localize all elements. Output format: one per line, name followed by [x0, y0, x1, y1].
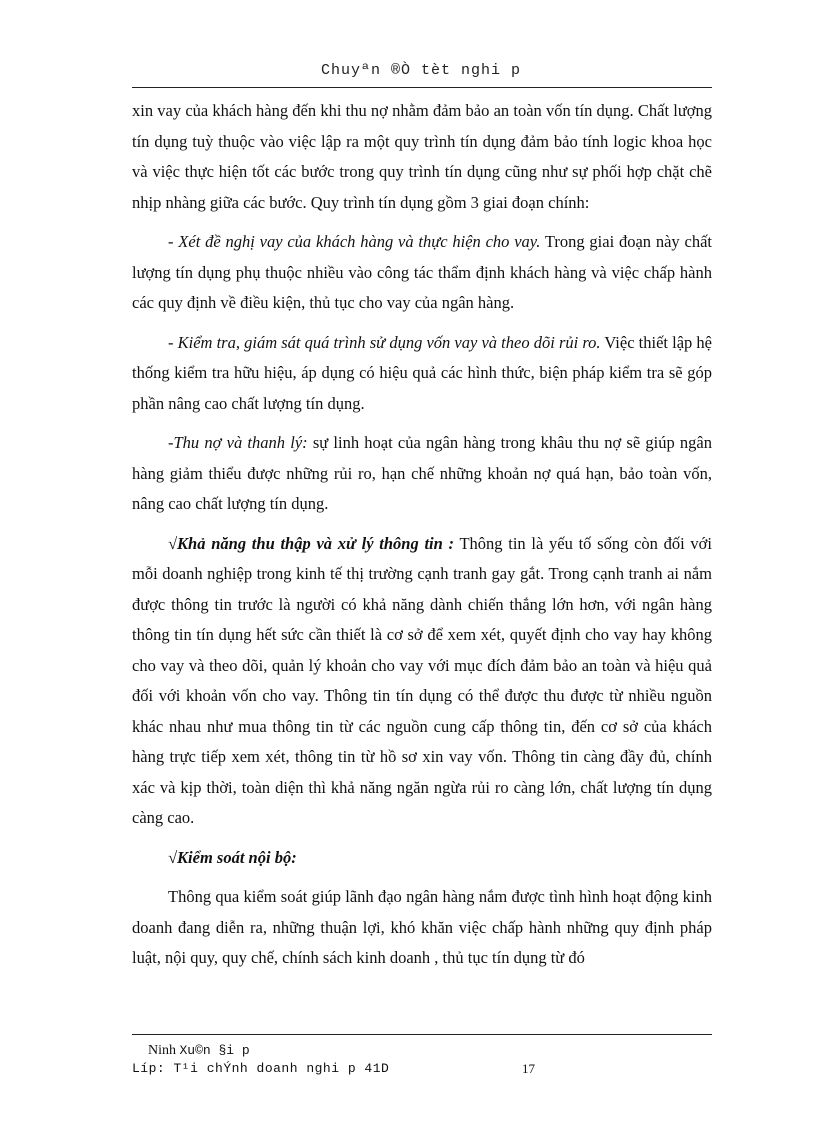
paragraph-6 [132, 843, 712, 874]
section-heading-internal-control: √Kiểm soát nội bộ: [168, 847, 297, 867]
paragraph-3 [132, 328, 712, 420]
paragraph-3-text: Việc thiết lập hệ thống kiểm tra hữu hiệu, áp dụng có hiệu quả các hình thức, biện pháp kiểm tra sẽ góp phần nâng cao chất lượng tín dụng. [132, 332, 712, 413]
paragraph-5 [132, 529, 712, 834]
footer-author-rest: Xu©n §i p [179, 1043, 250, 1058]
footer-rule [132, 1034, 712, 1035]
paragraph-4-text: sự linh hoạt của ngân hàng trong khâu thu nợ sẽ giúp ngân hàng giảm thiểu được những rủi ro, hạn chế những khoản nợ quá hạn, bảo toàn vốn, nâng cao chất lượng tín dụng. [132, 433, 712, 513]
section-heading-information: √Khả năng thu thập và xử lý thông tin : [168, 533, 455, 553]
paragraph-7: Thông qua kiểm soát giúp lãnh đạo ngân hàng nắm được tình hình hoạt động kinh doanh đang diễn ra, những thuận lợi, khó khăn việc chấp hành những quy định pháp luật, nội quy, quy chế, chính sách kinh doanh , thủ tục tín dụng từ đó [132, 887, 712, 967]
paragraph-4 [132, 428, 712, 520]
page-number: 17 [522, 1061, 535, 1076]
paragraph-2 [132, 227, 712, 319]
footer-author-first: Ninh [148, 1043, 180, 1058]
header-rule [132, 87, 712, 88]
paragraph-1: xin vay của khách hàng đến khi thu nợ nhằm đảm bảo an toàn vốn tín dụng. Chất lượng tín dụng tuỳ thuộc vào việc lập ra một quy trình tín dụng đảm bảo tính logic khoa học và việc thực hiện tốt các bước trong quy trình tín dụng cũng như sự phối hợp chặt chẽ nhịp nhàng giữa các bước. Quy trình tín dụng gồm 3 giai đoạn chính: [132, 101, 712, 212]
paragraph-2-lead: - Xét đề nghị vay của khách hàng và thực hiện cho vay. [168, 232, 541, 251]
document-body [132, 96, 712, 974]
paragraph-2-text: Trong giai đoạn này chất lượng tín dụng phụ thuộc nhiều vào công tác thẩm định khách hàng và việc chấp hành các quy định về điều kiện, thủ tục cho vay của ngân hàng. [132, 232, 712, 312]
paragraph-3-lead: - Kiểm tra, giám sát quá trình sử dụng vốn vay và theo dõi rủi ro. [168, 332, 601, 352]
running-header: Chuyªn ®Ò tèt nghi p [320, 62, 522, 79]
paragraph-5-text: Thông tin là yếu tố sống còn đối với mỗi doanh nghiệp trong kinh tế thị trường cạnh tranh gay gắt. Trong cạnh tranh ai nắm được thông tin trước là người có khả năng dành chiến thắng lớn hơn, với ngân hàng thông tin tín dụng hết sức cần thiết là cơ sở để xem xét, quyết định cho vay hay không cho vay và theo dõi, quản lý khoản cho vay với mục đích đảm bảo an toàn và hiệu quả đối với khoản vốn cho vay. Thông tin tín dụng có thể được thu được từ nhiều nguồn khác nhau như mua thông tin từ các nguồn cung cấp thông tin, đến cơ sở của khách hàng trực tiếp xem xét, thông tin từ hồ sơ xin vay vốn. Thông tin càng đầy đủ, chính xác và kịp thời, toàn diện thì khả năng ngăn ngừa rủi ro càng lớn, chất lượng tín dụng càng cao. [132, 533, 712, 827]
footer-author [148, 1043, 250, 1059]
paragraph-4-lead: -Thu nợ và thanh lý: [168, 433, 308, 452]
footer-class: Líp: T¹i chÝnh doanh nghi p 41D [132, 1061, 390, 1076]
